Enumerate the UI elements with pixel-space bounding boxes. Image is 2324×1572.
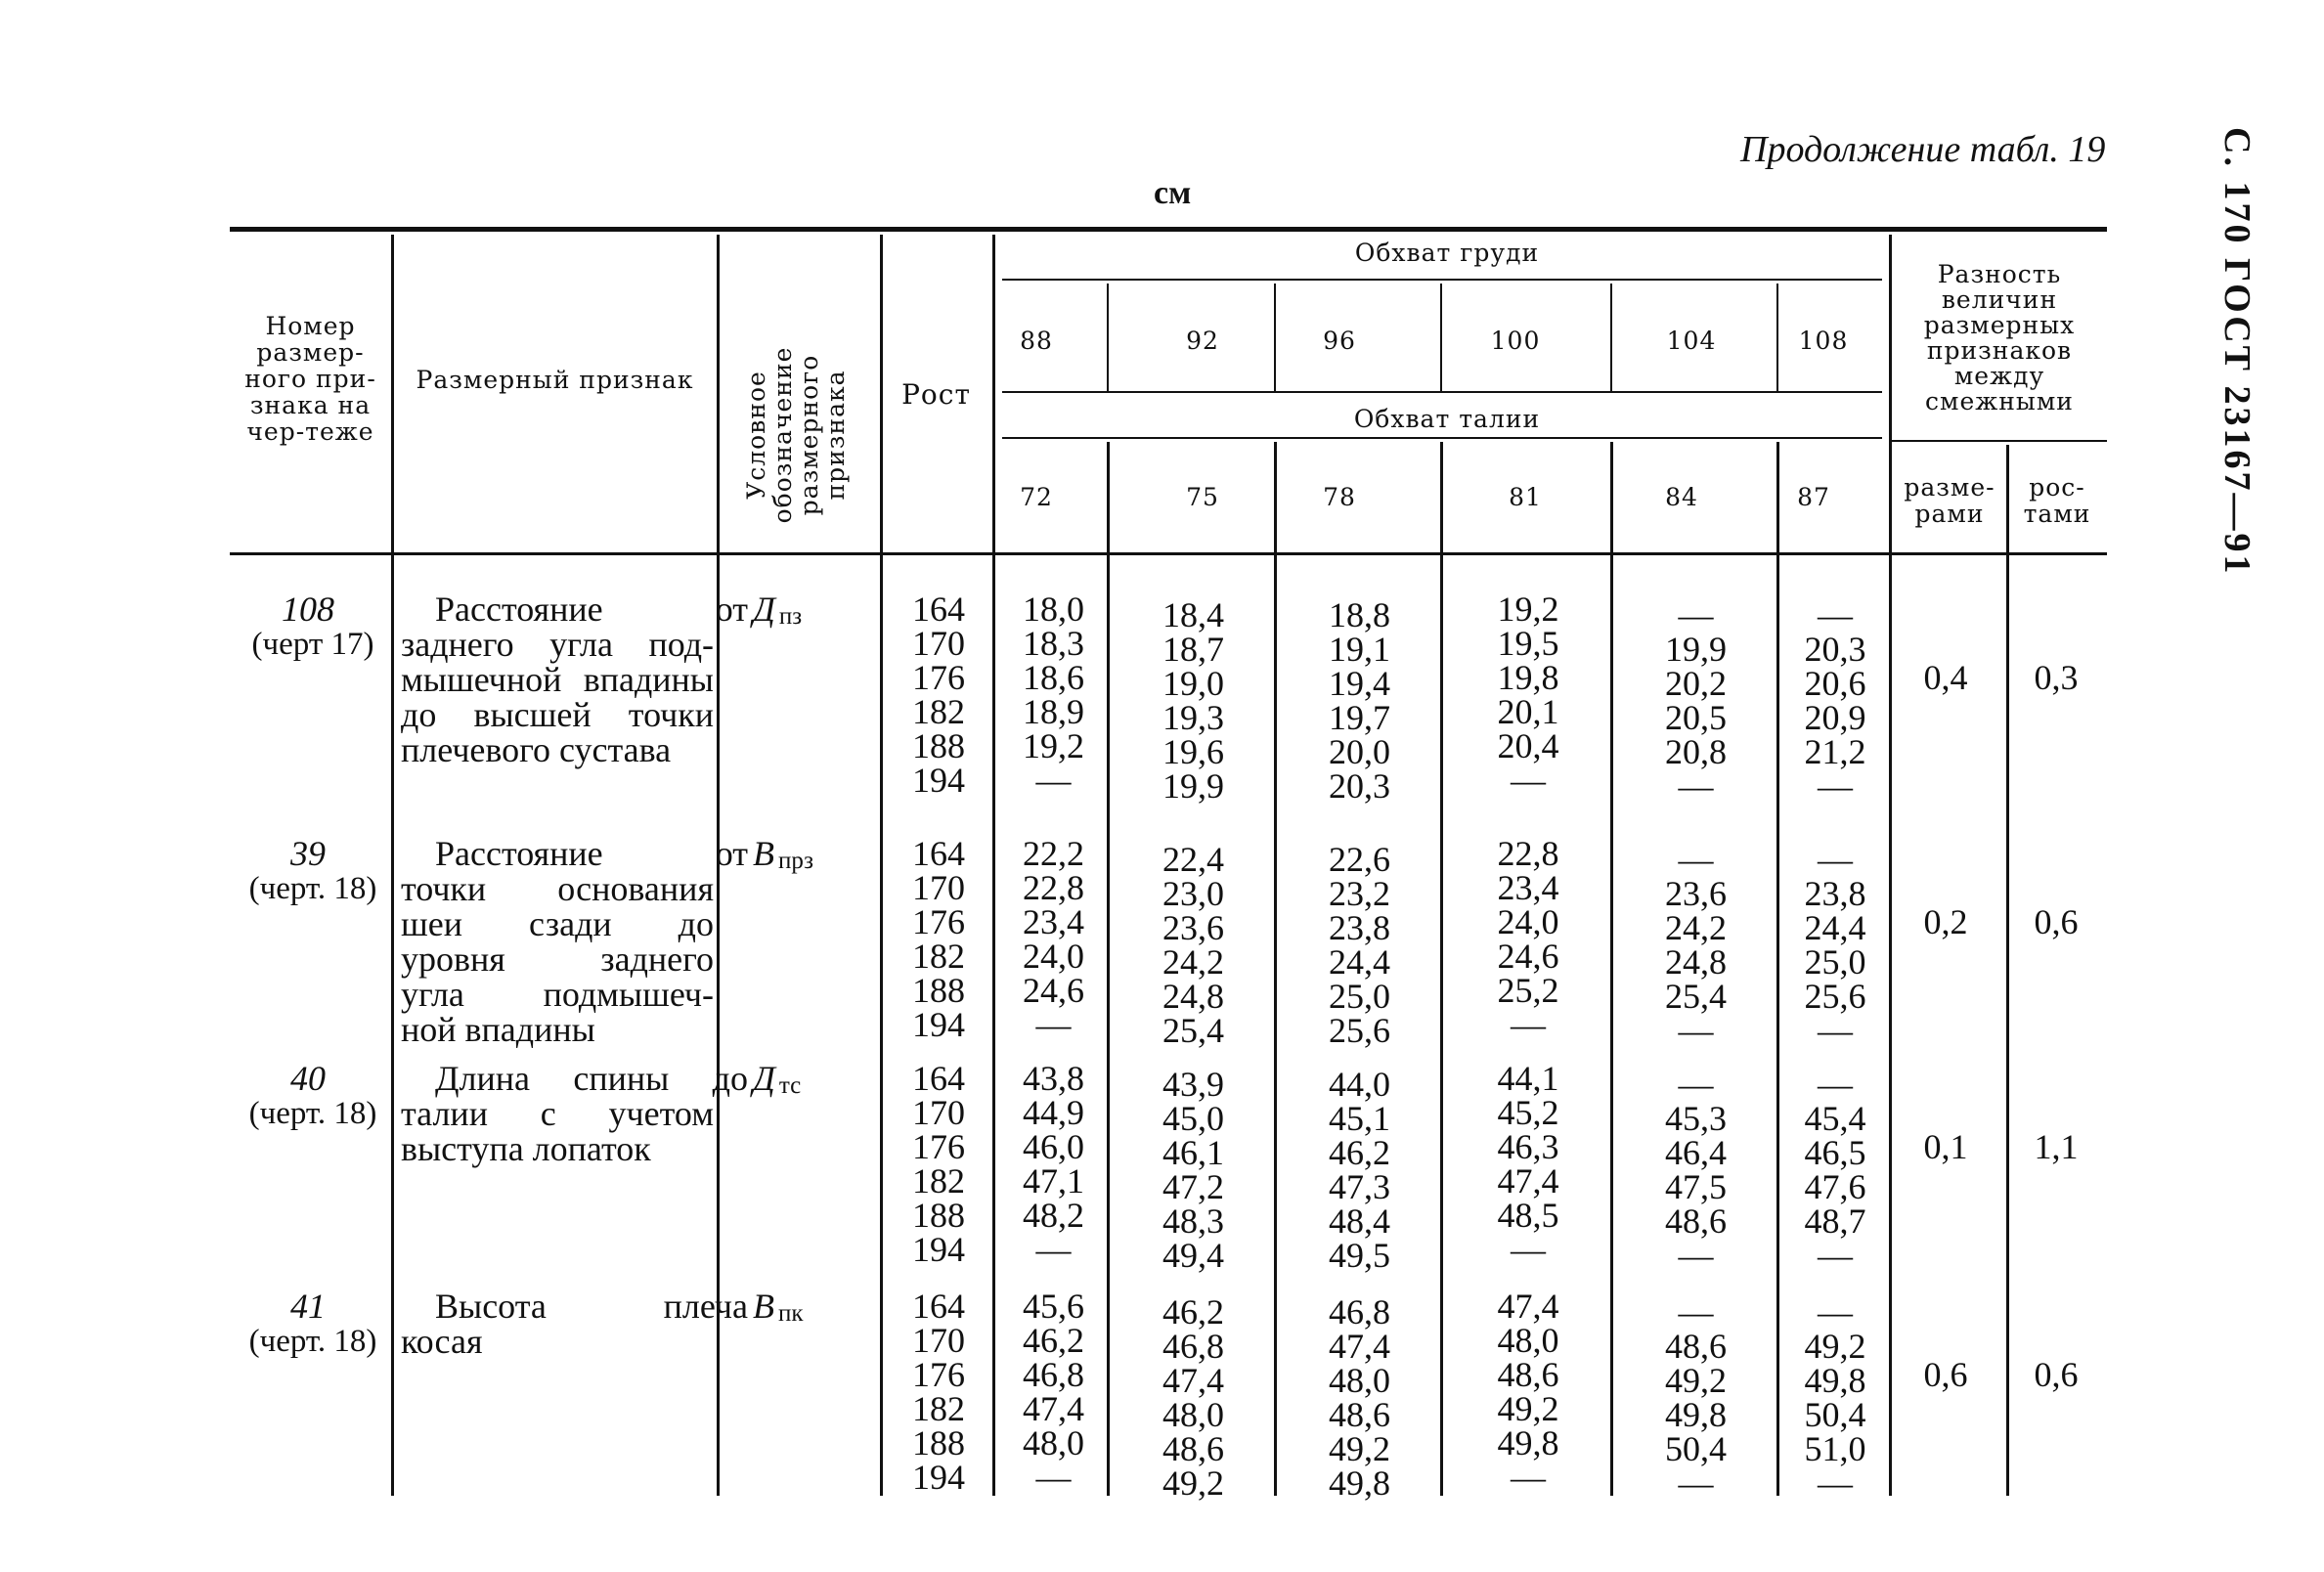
cell-value: 47,4 [1497, 1161, 1559, 1201]
col-sep-9 [1776, 284, 1778, 391]
cell-value: 24,0 [1497, 902, 1559, 941]
col-sep-7 [1440, 284, 1442, 391]
diff-size-value: 0,4 [1923, 658, 1968, 697]
height-value: 188 [912, 1423, 965, 1463]
cell-value: 24,8 [1162, 977, 1224, 1016]
cell-value: 45,4 [1804, 1099, 1866, 1138]
feature-line: шеи сзади до [401, 904, 714, 943]
cell-value: 25,6 [1804, 977, 1866, 1016]
height-value: 182 [912, 1389, 965, 1428]
cell-value: 24,8 [1665, 942, 1727, 982]
diff-size-value: 0,6 [1923, 1355, 1968, 1394]
cell-value: 45,1 [1329, 1099, 1390, 1138]
cell-value: 45,0 [1162, 1099, 1224, 1138]
cell-value: 44,0 [1329, 1065, 1390, 1104]
cell-value: 20,3 [1804, 630, 1866, 669]
cell-value: 20,6 [1804, 664, 1866, 703]
chest-value: 104 [1666, 327, 1717, 355]
cell-value: 47,4 [1497, 1287, 1559, 1326]
feature-code [753, 836, 813, 879]
waist-value: 75 [1186, 483, 1219, 511]
col-sep-7b [1440, 442, 1443, 1496]
height-value: 188 [912, 726, 965, 765]
height-value: 176 [912, 1127, 965, 1166]
feature-line: выступа лопаток [401, 1129, 651, 1168]
cell-value: — [1818, 1292, 1853, 1332]
cell-value: 45,6 [1023, 1287, 1084, 1326]
code-letter: Д [753, 1059, 775, 1098]
cell-value: 48,6 [1497, 1355, 1559, 1394]
cell-value: 23,8 [1329, 908, 1390, 947]
height-value: 176 [912, 902, 965, 941]
cell-value: 48,6 [1329, 1395, 1390, 1434]
cell-value: 43,8 [1023, 1059, 1084, 1098]
cell-value: 24,2 [1665, 908, 1727, 947]
cell-value: 46,5 [1804, 1133, 1866, 1172]
cell-value: 44,1 [1497, 1059, 1559, 1098]
cell-value: — [1818, 1236, 1853, 1275]
diff-group-rule [1892, 440, 2107, 442]
header-diff-group: Разность величин размерных признаков между смежными [1923, 260, 2076, 415]
cell-value: 46,0 [1023, 1127, 1084, 1166]
row-number: 40 [290, 1059, 326, 1098]
height-value: 188 [912, 1196, 965, 1235]
diff-height-value: 0,3 [2034, 658, 2079, 697]
cell-value: 20,3 [1329, 766, 1390, 806]
cell-value: — [1035, 1230, 1072, 1269]
cell-value: 25,4 [1665, 977, 1727, 1016]
cell-value: — [1678, 1011, 1714, 1050]
cell-value: 25,6 [1329, 1011, 1390, 1050]
diff-size-value: 0,1 [1923, 1127, 1968, 1166]
col-sep-6 [1274, 284, 1276, 391]
cell-value: 24,6 [1023, 971, 1084, 1010]
cell-value: 19,1 [1329, 630, 1390, 669]
col-sep-3 [880, 235, 883, 1496]
cell-value: — [1678, 840, 1714, 879]
feature-line: угла подмышеч- [401, 975, 714, 1014]
header-height-col: Рост [901, 378, 971, 411]
header-chest-group: Обхват груди [1354, 239, 1540, 267]
cell-value: 48,6 [1665, 1327, 1727, 1366]
cell-value: 23,8 [1804, 874, 1866, 913]
cell-value: 24,6 [1497, 937, 1559, 976]
cell-value: — [1511, 1230, 1546, 1269]
cell-value: 49,8 [1804, 1361, 1866, 1400]
col-sep-9b [1776, 442, 1779, 1496]
waist-value: 84 [1665, 483, 1698, 511]
feature-line: уровня заднего [401, 939, 714, 979]
code-letter: В [753, 834, 774, 873]
height-value: 182 [912, 937, 965, 976]
cell-value: 51,0 [1804, 1429, 1866, 1468]
feature-line: талии с учетом [401, 1094, 714, 1133]
diff-size-value: 0,2 [1923, 902, 1968, 941]
cell-value: 23,0 [1162, 874, 1224, 913]
cell-value: 48,5 [1497, 1196, 1559, 1235]
cell-value: — [1035, 761, 1072, 800]
header-code-col: Условное обозначение размерного признака [742, 346, 850, 524]
header-feature-col: Размерный признак [416, 366, 694, 394]
cell-value: 23,4 [1023, 902, 1084, 941]
cell-value: 24,0 [1023, 937, 1084, 976]
col-sep-6b [1274, 442, 1277, 1496]
col-sep-4 [992, 235, 995, 1496]
feature-line: мышечной впадины [401, 660, 714, 699]
cell-value: 19,3 [1162, 698, 1224, 737]
height-value: 176 [912, 1355, 965, 1394]
cell-value: 19,5 [1497, 624, 1559, 663]
cell-value: 19,6 [1162, 732, 1224, 771]
cell-value: 47,4 [1162, 1361, 1224, 1400]
side-page-label: С. 170 ГОСТ 23167—91 [2216, 127, 2258, 577]
height-value: 194 [912, 1005, 965, 1044]
cell-value: 20,4 [1497, 726, 1559, 765]
row-drawing-ref: (черт. 18) [248, 1096, 377, 1131]
cell-value: 49,2 [1329, 1429, 1390, 1468]
col-sep-5b [1107, 442, 1110, 1496]
cell-value: 25,0 [1329, 977, 1390, 1016]
cell-value: 21,2 [1804, 732, 1866, 771]
height-value: 188 [912, 971, 965, 1010]
cell-value: — [1511, 1005, 1546, 1044]
feature-code [753, 1288, 804, 1332]
row-number: 39 [290, 834, 326, 873]
cell-value: — [1818, 1463, 1853, 1503]
cell-value: 45,3 [1665, 1099, 1727, 1138]
header-num-col: Номер размер-ного при-знака на чер-теже [244, 312, 376, 446]
header-diff-sizes: разме-рами [1904, 473, 1995, 528]
cell-value: — [1678, 1463, 1714, 1503]
code-subscript: прз [778, 848, 814, 874]
cell-value: 20,2 [1665, 664, 1727, 703]
feature-code [753, 591, 802, 634]
cell-value: — [1818, 840, 1853, 879]
cell-value: — [1678, 595, 1714, 634]
chest-value: 100 [1490, 327, 1541, 355]
code-subscript: пк [778, 1300, 804, 1327]
cell-value: 43,9 [1162, 1065, 1224, 1104]
cell-value: 46,8 [1162, 1327, 1224, 1366]
header-waist-group: Обхват талии [1353, 405, 1541, 433]
cell-value: 19,7 [1329, 698, 1390, 737]
cell-value: 47,2 [1162, 1167, 1224, 1206]
height-value: 194 [912, 1230, 965, 1269]
height-value: 170 [912, 868, 965, 907]
col-sep-1 [391, 235, 394, 1496]
cell-value: 49,2 [1804, 1327, 1866, 1366]
feature-line: Расстояние от [435, 590, 748, 629]
cell-value: — [1818, 1065, 1853, 1104]
chest-value: 88 [1020, 327, 1053, 355]
continuation-label: Продолжение табл. 19 [1740, 129, 2106, 170]
chest-group-rule [1002, 279, 1882, 281]
cell-value: 18,8 [1329, 595, 1390, 634]
height-value: 164 [912, 1287, 965, 1326]
cell-value: 20,8 [1665, 732, 1727, 771]
height-value: 182 [912, 1161, 965, 1201]
height-value: 170 [912, 624, 965, 663]
col-sep-8 [1610, 284, 1612, 391]
cell-value: 49,8 [1497, 1423, 1559, 1463]
cell-value: 46,2 [1329, 1133, 1390, 1172]
cell-value: — [1818, 1011, 1853, 1050]
cell-value: 18,0 [1023, 590, 1084, 629]
cell-value: 49,8 [1329, 1463, 1390, 1503]
cell-value: 25,4 [1162, 1011, 1224, 1050]
cell-value: 47,4 [1023, 1389, 1084, 1428]
cell-value: 25,2 [1497, 971, 1559, 1010]
cell-value: 24,4 [1329, 942, 1390, 982]
cell-value: 47,1 [1023, 1161, 1084, 1201]
header-diff-heights: рос-тами [2023, 473, 2091, 528]
chest-value: 96 [1323, 327, 1356, 355]
cell-value: 24,4 [1804, 908, 1866, 947]
code-subscript: тс [778, 1072, 802, 1099]
cell-value: 20,1 [1497, 692, 1559, 731]
cell-value: 20,5 [1665, 698, 1727, 737]
cell-value: 49,4 [1162, 1236, 1224, 1275]
diff-height-value: 1,1 [2034, 1127, 2079, 1166]
height-value: 164 [912, 590, 965, 629]
cell-value: 18,4 [1162, 595, 1224, 634]
table-top-rule [230, 227, 2107, 232]
row-drawing-ref: (черт. 18) [248, 1324, 377, 1359]
cell-value: 22,8 [1497, 834, 1559, 873]
cell-value: 47,6 [1804, 1167, 1866, 1206]
waist-value: 87 [1797, 483, 1830, 511]
cell-value: 48,6 [1665, 1201, 1727, 1241]
cell-value: — [1511, 761, 1546, 800]
cell-value: 19,2 [1023, 726, 1084, 765]
col-sep-10 [1889, 235, 1892, 1496]
cell-value: 46,8 [1023, 1355, 1084, 1394]
diff-height-value: 0,6 [2034, 902, 2079, 941]
cell-value: — [1678, 1292, 1714, 1332]
height-value: 170 [912, 1321, 965, 1360]
chest-values-rule [1002, 391, 1882, 393]
cell-value: 22,8 [1023, 868, 1084, 907]
waist-group-rule [1002, 437, 1882, 439]
diff-height-value: 0,6 [2034, 1355, 2079, 1394]
feature-line: плечевого сустава [401, 730, 672, 769]
feature-line: Длина спины до [435, 1059, 748, 1098]
height-value: 170 [912, 1093, 965, 1132]
waist-value: 72 [1020, 483, 1053, 511]
feature-code [753, 1061, 801, 1104]
cell-value: 23,6 [1162, 908, 1224, 947]
cell-value: 23,4 [1497, 868, 1559, 907]
feature-line: заднего угла под- [401, 625, 714, 664]
cell-value: 22,4 [1162, 840, 1224, 879]
cell-value: 19,2 [1497, 590, 1559, 629]
cell-value: 19,9 [1162, 766, 1224, 806]
feature-line: Расстояние от [435, 834, 748, 873]
cell-value: 18,6 [1023, 658, 1084, 697]
cell-value: 48,0 [1023, 1423, 1084, 1463]
cell-value: 20,0 [1329, 732, 1390, 771]
cell-value: 19,4 [1329, 664, 1390, 703]
cell-value: 46,1 [1162, 1133, 1224, 1172]
feature-line: до высшей точки [401, 695, 714, 734]
cell-value: 19,9 [1665, 630, 1727, 669]
unit-label: см [1154, 175, 1192, 211]
cell-value: 48,0 [1497, 1321, 1559, 1360]
cell-value: 49,5 [1329, 1236, 1390, 1275]
feature-line: косая [401, 1322, 483, 1361]
header-bottom-rule [230, 552, 2107, 555]
cell-value: 49,2 [1497, 1389, 1559, 1428]
cell-value: 48,0 [1329, 1361, 1390, 1400]
cell-value: 20,9 [1804, 698, 1866, 737]
cell-value: 50,4 [1665, 1429, 1727, 1468]
row-drawing-ref: (черт 17) [251, 627, 374, 662]
cell-value: — [1818, 766, 1853, 806]
cell-value: 46,8 [1329, 1292, 1390, 1332]
cell-value: 22,6 [1329, 840, 1390, 879]
cell-value: 48,6 [1162, 1429, 1224, 1468]
waist-value: 81 [1509, 483, 1542, 511]
cell-value: 23,6 [1665, 874, 1727, 913]
chest-value: 108 [1798, 327, 1849, 355]
waist-value: 78 [1323, 483, 1356, 511]
cell-value: 45,2 [1497, 1093, 1559, 1132]
cell-value: 18,7 [1162, 630, 1224, 669]
cell-value: — [1511, 1458, 1546, 1497]
col-sep-8b [1610, 442, 1613, 1496]
height-value: 194 [912, 761, 965, 800]
cell-value: 46,3 [1497, 1127, 1559, 1166]
cell-value: — [1678, 1236, 1714, 1275]
cell-value: 49,2 [1162, 1463, 1224, 1503]
code-subscript: пз [778, 603, 803, 630]
height-value: 182 [912, 692, 965, 731]
cell-value: 46,2 [1023, 1321, 1084, 1360]
cell-value: 50,4 [1804, 1395, 1866, 1434]
cell-value: 46,2 [1162, 1292, 1224, 1332]
cell-value: — [1035, 1005, 1072, 1044]
height-value: 176 [912, 658, 965, 697]
cell-value: 19,0 [1162, 664, 1224, 703]
cell-value: 47,4 [1329, 1327, 1390, 1366]
col-sep-5 [1107, 284, 1109, 391]
cell-value: 49,8 [1665, 1395, 1727, 1434]
feature-line: Высота плеча [435, 1287, 748, 1326]
cell-value: 18,3 [1023, 624, 1084, 663]
cell-value: — [1818, 595, 1853, 634]
cell-value: 18,9 [1023, 692, 1084, 731]
cell-value: 25,0 [1804, 942, 1866, 982]
feature-line: ной впадины [401, 1010, 595, 1049]
cell-value: 24,2 [1162, 942, 1224, 982]
cell-value: 48,2 [1023, 1196, 1084, 1235]
row-drawing-ref: (черт. 18) [248, 871, 377, 906]
col-sep-11 [2006, 445, 2009, 1496]
cell-value: 48,0 [1162, 1395, 1224, 1434]
code-letter: В [753, 1287, 774, 1326]
cell-value: — [1678, 766, 1714, 806]
cell-value: 48,4 [1329, 1201, 1390, 1241]
height-value: 164 [912, 834, 965, 873]
cell-value: 46,4 [1665, 1133, 1727, 1172]
cell-value: 49,2 [1665, 1361, 1727, 1400]
chest-value: 92 [1186, 327, 1219, 355]
cell-value: 48,7 [1804, 1201, 1866, 1241]
cell-value: 22,2 [1023, 834, 1084, 873]
cell-value: 23,2 [1329, 874, 1390, 913]
height-value: 194 [912, 1458, 965, 1497]
row-number: 41 [290, 1287, 326, 1326]
cell-value: — [1678, 1065, 1714, 1104]
cell-value: 47,5 [1665, 1167, 1727, 1206]
cell-value: 48,3 [1162, 1201, 1224, 1241]
cell-value: 44,9 [1023, 1093, 1084, 1132]
code-letter: Д [753, 590, 775, 629]
cell-value: — [1035, 1458, 1072, 1497]
cell-value: 47,3 [1329, 1167, 1390, 1206]
height-value: 164 [912, 1059, 965, 1098]
row-number: 108 [282, 590, 334, 629]
feature-line: точки основания [401, 869, 714, 908]
cell-value: 19,8 [1497, 658, 1559, 697]
